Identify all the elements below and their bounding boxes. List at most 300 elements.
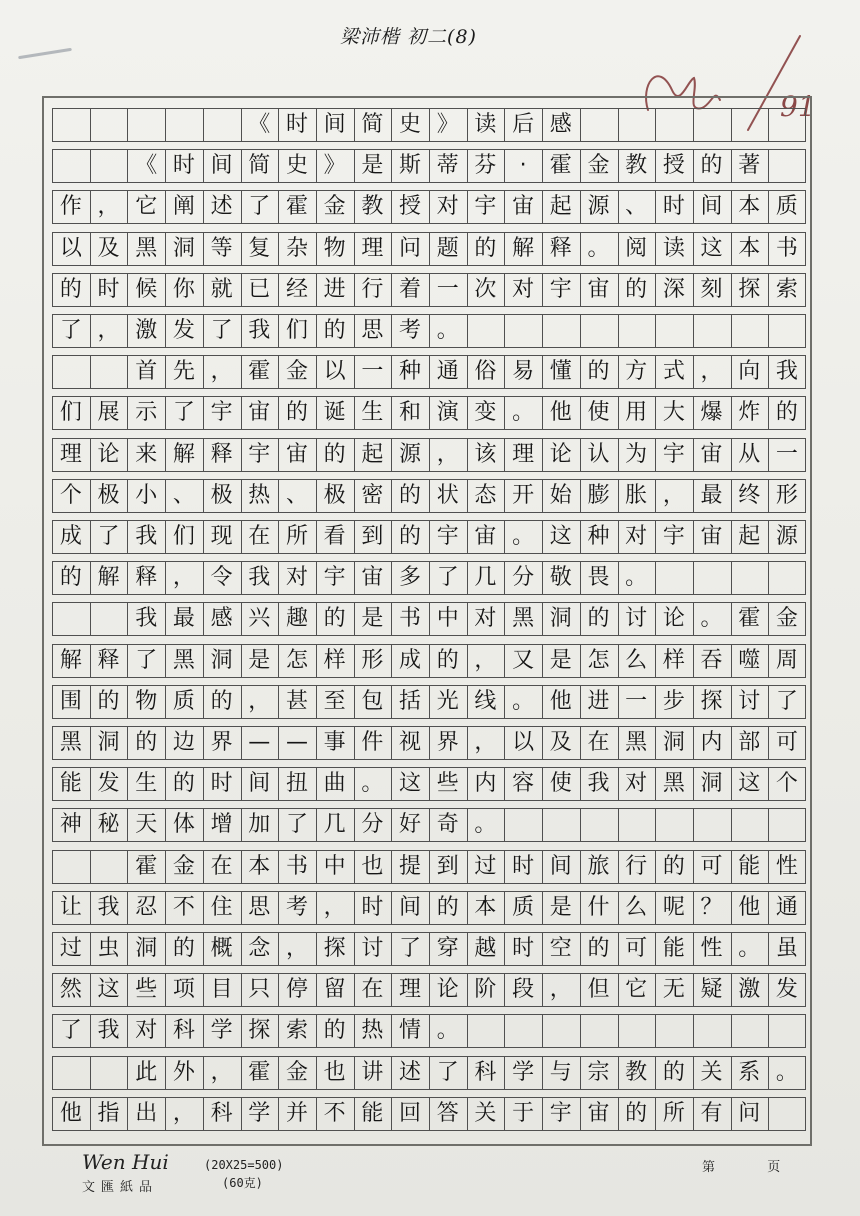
essay-char: 能 xyxy=(738,853,761,879)
essay-char: 霍 xyxy=(738,606,761,632)
essay-char: 霍 xyxy=(135,853,158,879)
essay-char: 黑 xyxy=(135,235,158,261)
essay-char: 秘 xyxy=(97,812,120,838)
essay-line xyxy=(52,108,806,142)
essay-char: 分 xyxy=(361,812,384,838)
essay-char: 视 xyxy=(399,730,422,755)
essay-char: 、 xyxy=(625,194,648,220)
essay-char: 作 xyxy=(59,194,82,220)
essay-char: 思 xyxy=(361,318,384,343)
essay-char: 样 xyxy=(662,647,685,673)
essay-char: 索 xyxy=(285,1018,308,1044)
essay-char: 种 xyxy=(399,359,422,385)
essay-char: 回 xyxy=(399,1100,422,1126)
essay-line xyxy=(52,1014,806,1048)
essay-char: 发 xyxy=(775,977,798,1003)
essay-char xyxy=(90,355,128,389)
essay-char: 洞 xyxy=(97,730,120,755)
essay-char: 质 xyxy=(512,894,535,920)
essay-char: 理 xyxy=(512,441,535,467)
essay-char: 我 xyxy=(97,1018,120,1044)
essay-char: 书 xyxy=(399,606,422,632)
essay-char: 对 xyxy=(625,524,648,549)
essay-char: 时 xyxy=(285,112,308,137)
essay-char: 到 xyxy=(436,853,459,879)
essay-char: 宙 xyxy=(361,565,384,591)
page-number-label xyxy=(702,1156,802,1178)
author-and-class: 梁沛楷 初二(8) xyxy=(340,26,477,48)
essay-char: 时 xyxy=(662,194,685,220)
essay-char: 首 xyxy=(135,359,158,385)
essay-char: 甚 xyxy=(285,688,308,714)
essay-line xyxy=(52,973,806,1007)
essay-char: 形 xyxy=(775,482,798,508)
essay-char: 感 xyxy=(210,606,233,632)
essay-char: 及 xyxy=(549,730,572,755)
essay-char: 。 xyxy=(587,235,610,261)
essay-char: 也 xyxy=(323,1059,346,1085)
essay-char: 了 xyxy=(210,318,233,343)
essay-char: 多 xyxy=(399,565,422,591)
essay-char: 怎 xyxy=(587,647,610,673)
essay-char: 可 xyxy=(700,853,723,879)
essay-char: 只 xyxy=(248,977,271,1003)
essay-char: 斯 xyxy=(399,153,422,179)
essay-char: 在 xyxy=(587,730,610,755)
essay-char: 史 xyxy=(285,153,308,179)
essay-char: 所 xyxy=(285,524,308,549)
essay-char: 间 xyxy=(210,153,233,179)
essay-char: 科 xyxy=(172,1018,195,1044)
essay-line xyxy=(52,520,806,554)
essay-char: 时 xyxy=(512,853,535,879)
essay-char: 诞 xyxy=(323,400,346,426)
essay-char: 界 xyxy=(436,730,459,755)
essay-char: 论 xyxy=(662,606,685,632)
essay-char: 。 xyxy=(625,565,648,591)
essay-char: 宇 xyxy=(474,194,497,220)
essay-char: 曲 xyxy=(323,771,346,797)
essay-char: 时 xyxy=(361,894,384,920)
essay-char: 释 xyxy=(549,235,572,261)
essay-char: 科 xyxy=(474,1059,497,1085)
essay-char: 。 xyxy=(474,812,497,838)
essay-char: 不 xyxy=(172,894,195,920)
essay-char: 》 xyxy=(323,153,346,179)
essay-char: 这 xyxy=(97,977,120,1003)
essay-line xyxy=(52,314,806,348)
essay-char: 思 xyxy=(248,894,271,920)
essay-char: 简 xyxy=(361,112,384,137)
essay-char: 了 xyxy=(59,1018,82,1044)
essay-char: 变 xyxy=(474,400,497,426)
essay-char: 发 xyxy=(97,771,120,797)
essay-char: 小 xyxy=(135,482,158,508)
essay-char: 书 xyxy=(285,853,308,879)
essay-char: 宇 xyxy=(210,400,233,426)
essay-char: 洞 xyxy=(210,647,233,673)
essay-char: 行 xyxy=(625,853,648,879)
essay-char: — xyxy=(285,730,308,755)
essay-char: 洞 xyxy=(172,235,195,261)
essay-char: 状 xyxy=(436,482,459,508)
essay-char xyxy=(90,602,128,636)
essay-char: ， xyxy=(210,359,233,385)
essay-char: ， xyxy=(97,318,120,343)
essay-char: 几 xyxy=(474,565,497,591)
essay-char: 的 xyxy=(587,359,610,385)
essay-char: 然 xyxy=(59,977,82,1003)
essay-char: 、 xyxy=(285,482,308,508)
essay-char: 授 xyxy=(399,194,422,220)
essay-char: 式 xyxy=(662,359,685,385)
essay-char: 从 xyxy=(738,441,761,467)
essay-char: 种 xyxy=(587,524,610,549)
essay-char: 金 xyxy=(285,359,308,385)
essay-char: 黑 xyxy=(625,730,648,755)
essay-char: 并 xyxy=(285,1100,308,1126)
essay-char: 讨 xyxy=(738,688,761,714)
essay-char: 生 xyxy=(135,771,158,797)
essay-char: 进 xyxy=(587,688,610,714)
essay-char: ， xyxy=(323,894,346,920)
essay-char: 样 xyxy=(323,647,346,673)
essay-char: 内 xyxy=(474,771,497,797)
essay-char: 念 xyxy=(248,936,271,961)
paper-brand xyxy=(82,1150,222,1200)
essay-char: 的 xyxy=(587,606,610,632)
essay-char: 宇 xyxy=(662,441,685,467)
essay-char xyxy=(90,108,128,142)
essay-char: 极 xyxy=(210,482,233,508)
essay-char: 炸 xyxy=(738,400,761,426)
essay-char: 终 xyxy=(738,482,761,508)
essay-char: 。 xyxy=(775,1059,798,1085)
essay-char: 态 xyxy=(474,482,497,508)
essay-char: 俗 xyxy=(474,359,497,385)
essay-char: 来 xyxy=(135,441,158,467)
essay-char xyxy=(127,108,165,142)
essay-char: 目 xyxy=(210,977,233,1003)
essay-char: 线 xyxy=(474,688,497,714)
essay-char: 使 xyxy=(587,400,610,426)
grade-score: 91 xyxy=(780,90,816,123)
essay-char: 可 xyxy=(775,730,798,755)
essay-char: 所 xyxy=(662,1100,685,1126)
essay-char: 虽 xyxy=(775,936,798,961)
essay-char: 了 xyxy=(399,936,422,961)
essay-char: 霍 xyxy=(549,153,572,179)
page-label-left: 第 xyxy=(702,1160,716,1175)
essay-char: ， xyxy=(662,482,685,508)
essay-char: 探 xyxy=(738,276,761,302)
essay-char: 对 xyxy=(436,194,459,220)
essay-char: 好 xyxy=(399,812,422,838)
essay-char: 过 xyxy=(474,853,497,879)
essay-char: 考 xyxy=(399,318,422,343)
essay-char: 密 xyxy=(361,482,384,508)
essay-char: 教 xyxy=(625,153,648,179)
essay-char: 的 xyxy=(399,524,422,549)
essay-char: 间 xyxy=(248,771,271,797)
essay-char: 蒂 xyxy=(436,153,459,179)
essay-char: 怎 xyxy=(285,647,308,673)
essay-char: 些 xyxy=(135,977,158,1003)
essay-char: 了 xyxy=(135,647,158,673)
essay-char: 最 xyxy=(172,606,195,632)
essay-char: · xyxy=(519,153,527,179)
essay-char: 为 xyxy=(625,441,648,467)
essay-char: 是 xyxy=(549,894,572,920)
essay-char: 论 xyxy=(97,441,120,467)
essay-char: 开 xyxy=(512,482,535,508)
essay-char: 探 xyxy=(700,688,723,714)
essay-line xyxy=(52,891,806,925)
essay-char: 着 xyxy=(399,276,422,302)
essay-char: 在 xyxy=(361,977,384,1003)
essay-char: 也 xyxy=(361,853,384,879)
essay-char: 能 xyxy=(361,1100,384,1126)
essay-char: 释 xyxy=(210,441,233,467)
page-label-right: 页 xyxy=(767,1160,781,1175)
essay-char: 热 xyxy=(361,1018,384,1044)
essay-char: 理 xyxy=(59,441,82,467)
essay-char: 的 xyxy=(625,1100,648,1126)
essay-char: 。 xyxy=(738,936,761,961)
essay-char: 以 xyxy=(323,359,346,385)
essay-char: 的 xyxy=(135,730,158,755)
essay-char: 性 xyxy=(775,853,798,879)
essay-char: 示 xyxy=(135,400,158,426)
essay-char: 的 xyxy=(59,276,82,302)
essay-char: 噬 xyxy=(738,647,761,673)
essay-char: 的 xyxy=(625,276,648,302)
essay-char: 理 xyxy=(361,235,384,261)
essay-char: 奇 xyxy=(436,812,459,838)
essay-char xyxy=(52,1056,90,1090)
essay-char: 霍 xyxy=(248,1059,271,1085)
essay-line xyxy=(52,396,806,430)
essay-char: 教 xyxy=(625,1059,648,1085)
essay-char: 。 xyxy=(436,1018,459,1044)
essay-char: 讨 xyxy=(625,606,648,632)
essay-char: 一 xyxy=(625,688,648,714)
essay-char: 演 xyxy=(436,400,459,426)
essay-char: 周 xyxy=(775,647,798,673)
essay-char: 本 xyxy=(738,235,761,261)
essay-char: ， xyxy=(172,1100,195,1126)
essay-char: 什 xyxy=(587,894,610,920)
essay-char: 《 xyxy=(135,153,158,179)
essay-char: 述 xyxy=(210,194,233,220)
essay-char: 这 xyxy=(399,771,422,797)
essay-char: 一 xyxy=(436,276,459,302)
essay-char: 以 xyxy=(512,730,535,755)
essay-char: 看 xyxy=(323,524,346,549)
essay-char: 间 xyxy=(399,894,422,920)
essay-body xyxy=(52,108,806,1138)
essay-char: 个 xyxy=(59,482,82,508)
essay-char: 。 xyxy=(512,688,535,714)
essay-char xyxy=(165,108,203,142)
essay-char: 方 xyxy=(625,359,648,385)
essay-char: 考 xyxy=(285,894,308,920)
essay-char: 使 xyxy=(549,771,572,797)
essay-line xyxy=(52,726,806,760)
essay-char: 科 xyxy=(210,1100,233,1126)
essay-char: 它 xyxy=(625,977,648,1003)
essay-char: 质 xyxy=(775,194,798,220)
essay-char: 通 xyxy=(436,359,459,385)
essay-line xyxy=(52,232,806,266)
essay-char: 始 xyxy=(549,482,572,508)
essay-char: 等 xyxy=(210,235,233,261)
essay-char: 事 xyxy=(323,730,346,755)
essay-char: 么 xyxy=(625,894,648,920)
essay-char: ， xyxy=(436,441,459,467)
essay-char: 源 xyxy=(587,194,610,220)
essay-char: 芬 xyxy=(474,153,497,179)
essay-char: 宙 xyxy=(512,194,535,220)
essay-char: 时 xyxy=(172,153,195,179)
essay-char: 容 xyxy=(512,771,535,797)
essay-char: ， xyxy=(549,977,572,1003)
essay-char: 宇 xyxy=(248,441,271,467)
essay-char: 宇 xyxy=(323,565,346,591)
essay-char: 可 xyxy=(625,936,648,961)
essay-char: 我 xyxy=(587,771,610,797)
essay-char: 懂 xyxy=(549,359,572,385)
essay-char: 分 xyxy=(512,565,535,591)
essay-char: 大 xyxy=(662,400,685,426)
essay-char: — xyxy=(248,730,271,755)
essay-char: 他 xyxy=(738,894,761,920)
essay-char: 们 xyxy=(172,524,195,549)
essay-char: 书 xyxy=(775,235,798,261)
essay-char: 讲 xyxy=(361,1059,384,1085)
essay-char: 。 xyxy=(512,400,535,426)
essay-char: 对 xyxy=(512,276,535,302)
essay-char: 体 xyxy=(172,812,195,838)
essay-char: 穿 xyxy=(436,936,459,961)
essay-char: 的 xyxy=(285,400,308,426)
essay-char: 《 xyxy=(248,112,271,137)
essay-char: 宇 xyxy=(662,524,685,549)
essay-char: 极 xyxy=(323,482,346,508)
essay-char: 深 xyxy=(662,276,685,302)
essay-char: 概 xyxy=(210,936,233,961)
essay-char: 释 xyxy=(97,647,120,673)
essay-char xyxy=(90,850,128,884)
essay-char: 界 xyxy=(210,730,233,755)
essay-char: 的 xyxy=(399,482,422,508)
essay-char: 理 xyxy=(399,977,422,1003)
essay-char: 些 xyxy=(436,771,459,797)
essay-char: 著 xyxy=(738,153,761,179)
essay-char: 阅 xyxy=(625,235,648,261)
essay-char: 了 xyxy=(172,400,195,426)
essay-char: 读 xyxy=(662,235,685,261)
essay-char: 了 xyxy=(436,1059,459,1085)
essay-char: 题 xyxy=(436,235,459,261)
essay-char: 的 xyxy=(700,153,723,179)
essay-char: 个 xyxy=(775,771,798,797)
essay-char: 我 xyxy=(248,318,271,343)
essay-char: 授 xyxy=(662,153,685,179)
essay-char: 了 xyxy=(97,524,120,549)
essay-line xyxy=(52,190,806,224)
essay-char: 旅 xyxy=(587,853,610,879)
essay-char: 我 xyxy=(248,565,271,591)
essay-char: 的 xyxy=(662,1059,685,1085)
essay-char: 该 xyxy=(474,441,497,467)
essay-char: 与 xyxy=(549,1059,572,1085)
essay-char: 住 xyxy=(210,894,233,920)
essay-char: 的 xyxy=(662,853,685,879)
essay-char: 宙 xyxy=(248,400,271,426)
brand-latin: Wen Hui xyxy=(82,1150,169,1174)
essay-char: 一 xyxy=(775,441,798,467)
essay-char xyxy=(52,149,90,183)
essay-char: 发 xyxy=(172,318,195,343)
essay-char: ， xyxy=(285,936,308,961)
essay-char: 阐 xyxy=(172,194,195,220)
essay-char: 增 xyxy=(210,812,233,838)
essay-char: 金 xyxy=(323,194,346,220)
essay-char: 已 xyxy=(248,276,271,302)
essay-char: 就 xyxy=(210,276,233,302)
essay-char: 我 xyxy=(135,606,158,632)
essay-char: 令 xyxy=(210,565,233,591)
essay-char: 间 xyxy=(700,194,723,220)
essay-char: 教 xyxy=(361,194,384,220)
essay-char: 讨 xyxy=(361,936,384,961)
essay-char: 以 xyxy=(59,235,82,261)
essay-char: 无 xyxy=(662,977,685,1003)
essay-char: 是 xyxy=(248,647,271,673)
essay-char: 史 xyxy=(399,112,422,137)
essay-char: 是 xyxy=(361,153,384,179)
essay-char: 索 xyxy=(775,276,798,302)
essay-char: 他 xyxy=(549,400,572,426)
essay-char: 解 xyxy=(512,235,535,261)
essay-char: 最 xyxy=(700,482,723,508)
essay-char: 本 xyxy=(248,853,271,879)
essay-char: 留 xyxy=(323,977,346,1003)
essay-char: 宙 xyxy=(587,276,610,302)
essay-char: 的 xyxy=(210,688,233,714)
essay-char: 们 xyxy=(285,318,308,343)
essay-char: 探 xyxy=(323,936,346,961)
essay-char: 和 xyxy=(399,400,422,426)
essay-char: 至 xyxy=(323,688,346,714)
essay-char: 激 xyxy=(738,977,761,1003)
essay-char: 阶 xyxy=(474,977,497,1003)
essay-char: 的 xyxy=(323,606,346,632)
essay-char: 的 xyxy=(436,647,459,673)
essay-char: 是 xyxy=(549,647,572,673)
essay-char: 让 xyxy=(59,894,82,920)
essay-char: 外 xyxy=(172,1059,195,1085)
essay-char: 在 xyxy=(210,853,233,879)
essay-char: 到 xyxy=(361,524,384,549)
essay-char: 论 xyxy=(436,977,459,1003)
essay-char: 的 xyxy=(587,936,610,961)
essay-char: 释 xyxy=(135,565,158,591)
essay-char: 宗 xyxy=(587,1059,610,1085)
essay-char: 吞 xyxy=(700,647,723,673)
essay-line xyxy=(52,808,806,842)
